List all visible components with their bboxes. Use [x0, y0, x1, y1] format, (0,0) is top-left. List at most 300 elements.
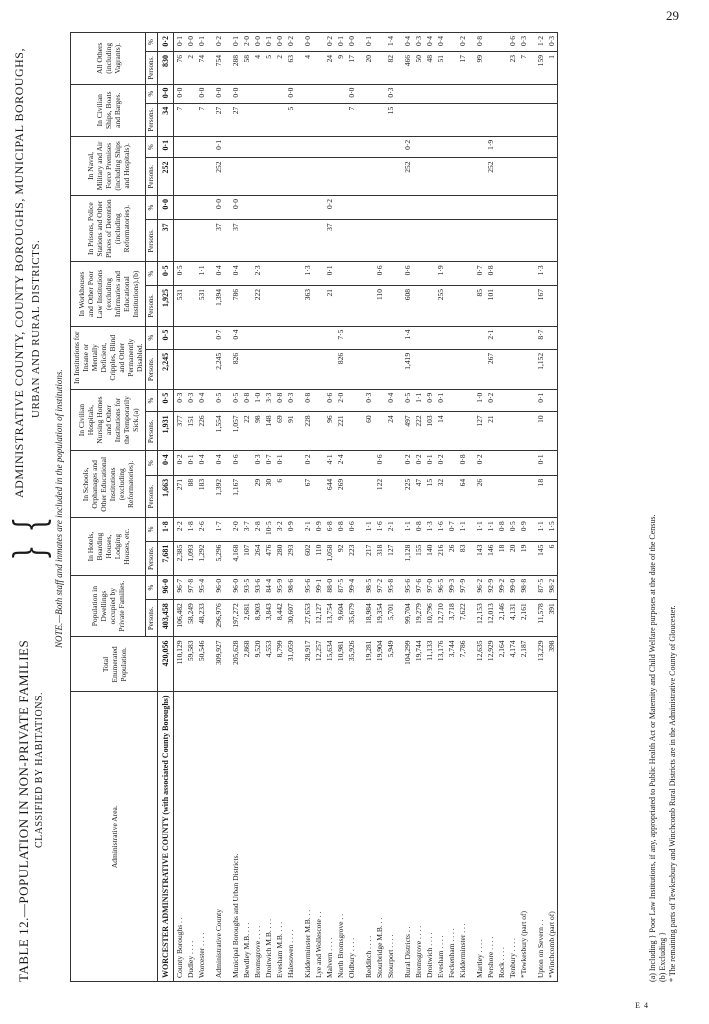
persons-cell: [546, 220, 558, 262]
percent-cell: [374, 33, 385, 52]
persons-cell: 167: [535, 285, 546, 326]
persons-cell: [252, 158, 263, 195]
table-row: [263, 33, 274, 982]
persons-cell: 30,607: [285, 600, 296, 637]
persons-cell: [507, 349, 518, 389]
percent-cell: 0·2: [474, 451, 485, 476]
persons-cell: 27: [213, 103, 224, 136]
persons-cell: 476: [263, 541, 274, 575]
persons-cell: 826: [335, 349, 346, 389]
table-row: [424, 33, 435, 982]
persons-cell: 18: [535, 475, 546, 517]
persons-cell: [457, 285, 468, 326]
percent-cell: 0·5: [507, 518, 518, 541]
persons-cell: 318: [374, 541, 385, 575]
percent-cell: [174, 136, 186, 158]
header-row: [71, 33, 146, 982]
table-row: [474, 33, 485, 982]
persons-cell: [302, 349, 313, 389]
persons-cell: 6: [274, 475, 285, 517]
table-row: [507, 33, 518, 982]
persons-cell: 221: [335, 412, 346, 451]
persons-cell: 1,663: [158, 475, 174, 517]
percent-cell: [363, 136, 374, 158]
percent-cell: [496, 33, 507, 52]
persons-cell: 12,710: [435, 600, 446, 637]
persons-cell: [413, 103, 424, 136]
persons-cell: 51: [435, 52, 446, 85]
persons-cell: [546, 103, 558, 136]
persons-cell: [363, 285, 374, 326]
percent-cell: 0·4: [196, 389, 207, 412]
persons-cell: 20: [363, 52, 374, 85]
total-cell: 12,257: [313, 637, 324, 692]
percent-cell: 0·2: [402, 451, 413, 476]
area-cell: Rock . . . .: [496, 692, 507, 982]
percent-cell: [474, 84, 485, 103]
percent-cell: 2·0: [230, 518, 241, 541]
persons-cell: 5: [263, 52, 274, 85]
persons-cell: 106,482: [174, 600, 186, 637]
percent-cell: 0·7: [213, 326, 224, 349]
percent-cell: [196, 326, 207, 349]
percent-cell: 1·3: [424, 518, 435, 541]
percent-cell: 0·2: [302, 451, 313, 476]
persons-cell: [518, 285, 529, 326]
area-cell: Municipal Boroughs and Urban Districts.: [230, 692, 241, 982]
percent-cell: 3·2: [274, 518, 285, 541]
persons-cell: 50: [413, 52, 424, 85]
persons-cell: [313, 475, 324, 517]
area-cell: Lye and Wollescote . .: [313, 692, 324, 982]
total-cell: 4,174: [507, 637, 518, 692]
percent-cell: [385, 326, 396, 349]
percent-cell: [285, 195, 296, 219]
persons-cell: 4: [302, 52, 313, 85]
header-ships: In Civilian Ships, Boats and Barges.: [71, 84, 146, 136]
persons-cell: 32: [435, 475, 446, 517]
persons-cell: [474, 158, 485, 195]
persons-cell: [196, 220, 207, 262]
total-cell: 3,744: [446, 637, 457, 692]
percent-cell: 96·5: [435, 575, 446, 599]
percent-cell: [313, 84, 324, 103]
percent-cell: 2·2: [174, 518, 186, 541]
persons-cell: 21: [485, 412, 496, 451]
table-row: [213, 33, 224, 982]
percent-cell: 97·9: [457, 575, 468, 599]
percent-cell: 0·0: [230, 195, 241, 219]
percent-cell: [313, 262, 324, 286]
persons-cell: [496, 412, 507, 451]
persons-cell: [385, 220, 396, 262]
persons-cell: [252, 103, 263, 136]
percent-cell: 0·6: [346, 518, 357, 541]
table-note: NOTE.—Both staff and inmates are included in the population of institutions.: [54, 369, 64, 648]
percent-cell: 0·3: [252, 451, 263, 476]
persons-cell: [457, 349, 468, 389]
percent-cell: [263, 326, 274, 349]
persons-cell: 8,442: [274, 600, 285, 637]
percent-cell: 84·4: [263, 575, 274, 599]
percent-cell: 92·9: [485, 575, 496, 599]
percent-cell: 95·9: [274, 575, 285, 599]
percent-cell: [424, 262, 435, 286]
percent-cell: 0·5: [230, 389, 241, 412]
percent-cell: [546, 451, 558, 476]
subheader-percent: %: [146, 389, 158, 412]
persons-cell: 4,168: [230, 541, 241, 575]
percent-cell: 0·6: [374, 451, 385, 476]
persons-cell: 18: [496, 541, 507, 575]
persons-cell: [346, 475, 357, 517]
persons-cell: 6: [546, 541, 558, 575]
subheader-persons: Persons.: [146, 412, 158, 451]
total-cell: 12,635: [474, 637, 485, 692]
table-row: [518, 33, 529, 982]
percent-cell: 0·2: [174, 451, 186, 476]
percent-cell: 1·8: [185, 518, 196, 541]
area-cell: Malvern . . . .: [324, 692, 335, 982]
persons-cell: 58: [241, 52, 252, 85]
persons-cell: [363, 158, 374, 195]
table-row: [374, 33, 385, 982]
persons-cell: 5: [285, 103, 296, 136]
table-row: [446, 33, 457, 982]
persons-cell: [446, 412, 457, 451]
area-cell: North Bromsgrove . .: [335, 692, 346, 982]
persons-cell: 223: [346, 541, 357, 575]
percent-cell: 0·0: [213, 195, 224, 219]
percent-cell: 0·0: [158, 84, 174, 103]
percent-cell: 0·8: [274, 389, 285, 412]
persons-cell: [485, 475, 496, 517]
persons-cell: 1,419: [402, 349, 413, 389]
percent-cell: 0·0: [252, 33, 263, 52]
area-cell: Stourport . . . .: [385, 692, 396, 982]
percent-cell: [424, 195, 435, 219]
persons-cell: [363, 103, 374, 136]
percent-cell: [546, 195, 558, 219]
persons-cell: [496, 158, 507, 195]
percent-cell: [496, 84, 507, 103]
persons-cell: 267: [485, 349, 496, 389]
percent-cell: 93·6: [252, 575, 263, 599]
percent-cell: [424, 84, 435, 103]
header-total: Total Enumerated Population.: [71, 637, 158, 692]
persons-cell: 1,093: [185, 541, 196, 575]
persons-cell: 222: [252, 285, 263, 326]
percent-cell: [518, 389, 529, 412]
table-row: [402, 33, 413, 982]
persons-cell: 29: [252, 475, 263, 517]
persons-cell: [446, 220, 457, 262]
persons-cell: 92: [335, 541, 346, 575]
total-cell: 398: [546, 637, 558, 692]
percent-cell: [413, 326, 424, 349]
persons-cell: [413, 285, 424, 326]
table-row: [496, 33, 507, 982]
persons-cell: 37: [213, 220, 224, 262]
persons-cell: 127: [474, 412, 485, 451]
persons-cell: [241, 285, 252, 326]
persons-cell: 24: [385, 412, 396, 451]
percent-cell: 1·7: [213, 518, 224, 541]
percent-cell: 0·2: [324, 195, 335, 219]
area-cell: WORCESTER ADMINISTRATIVE COUNTY (with associated County Boroughs): [158, 692, 174, 982]
table-row: [230, 33, 241, 982]
percent-cell: [374, 84, 385, 103]
percent-cell: 0·2: [285, 33, 296, 52]
percent-cell: [335, 84, 346, 103]
persons-cell: 145: [535, 541, 546, 575]
percent-cell: [446, 451, 457, 476]
percent-cell: 0·2: [485, 389, 496, 412]
percent-cell: [496, 136, 507, 158]
percent-cell: [285, 451, 296, 476]
table-row: [535, 33, 546, 982]
persons-cell: [241, 475, 252, 517]
table-row: [241, 33, 252, 982]
total-cell: 2,164: [496, 637, 507, 692]
percent-cell: 0·3: [174, 389, 186, 412]
persons-cell: 1,057: [230, 412, 241, 451]
percent-cell: [413, 195, 424, 219]
persons-cell: [507, 220, 518, 262]
persons-cell: 37: [230, 220, 241, 262]
persons-cell: 296,976: [213, 600, 224, 637]
persons-cell: 363: [302, 285, 313, 326]
persons-cell: [346, 158, 357, 195]
percent-cell: [346, 326, 357, 349]
percent-cell: [457, 84, 468, 103]
persons-cell: 64: [457, 475, 468, 517]
percent-cell: [496, 389, 507, 412]
persons-cell: [424, 349, 435, 389]
percent-cell: 88·0: [324, 575, 335, 599]
persons-cell: [474, 220, 485, 262]
percent-cell: 0·6: [230, 451, 241, 476]
percent-cell: [485, 84, 496, 103]
total-cell: 13,229: [535, 637, 546, 692]
persons-cell: [285, 349, 296, 389]
percent-cell: [518, 195, 529, 219]
persons-cell: [424, 103, 435, 136]
percent-cell: [457, 195, 468, 219]
table-row: [185, 33, 196, 982]
persons-cell: 24: [324, 52, 335, 85]
persons-cell: [374, 158, 385, 195]
persons-cell: 7,681: [158, 541, 174, 575]
percent-cell: [507, 136, 518, 158]
percent-cell: 1·1: [402, 518, 413, 541]
persons-cell: 88: [185, 475, 196, 517]
persons-cell: [196, 349, 207, 389]
persons-cell: 466: [402, 52, 413, 85]
percent-cell: 96·0: [158, 575, 174, 599]
footnote: (b) Excluding }: [658, 931, 667, 982]
percent-cell: 0·4: [213, 451, 224, 476]
persons-cell: [374, 412, 385, 451]
area-cell: Pershore . . . .: [485, 692, 496, 982]
percent-cell: 2·0: [335, 389, 346, 412]
persons-cell: [274, 349, 285, 389]
percent-cell: [457, 262, 468, 286]
persons-cell: 15: [385, 103, 396, 136]
persons-cell: 5,296: [213, 541, 224, 575]
persons-cell: 19: [518, 541, 529, 575]
persons-cell: [457, 103, 468, 136]
total-cell: 50,546: [196, 637, 207, 692]
percent-cell: 0·6: [324, 389, 335, 412]
percent-cell: [413, 136, 424, 158]
persons-cell: 252: [485, 158, 496, 195]
percent-cell: 2·1: [485, 326, 496, 349]
area-cell: *Winchcomb (part of): [546, 692, 558, 982]
persons-cell: 99,704: [402, 600, 413, 637]
persons-cell: [518, 475, 529, 517]
percent-cell: [535, 136, 546, 158]
percent-cell: [324, 326, 335, 349]
percent-cell: [274, 262, 285, 286]
persons-cell: 34: [158, 103, 174, 136]
percent-cell: 0·7: [446, 518, 457, 541]
persons-cell: [313, 285, 324, 326]
persons-cell: 497: [402, 412, 413, 451]
percent-cell: [518, 84, 529, 103]
persons-cell: [446, 475, 457, 517]
subheader-persons: Persons.: [146, 158, 158, 195]
percent-cell: [346, 262, 357, 286]
persons-cell: [274, 158, 285, 195]
percent-cell: 1·3: [302, 262, 313, 286]
persons-cell: 2,385: [174, 541, 186, 575]
persons-cell: 110: [374, 285, 385, 326]
persons-cell: 22: [241, 412, 252, 451]
percent-cell: [313, 326, 324, 349]
persons-cell: [346, 220, 357, 262]
persons-cell: 7: [518, 52, 529, 85]
persons-cell: 225: [402, 475, 413, 517]
persons-cell: [185, 220, 196, 262]
persons-cell: [263, 103, 274, 136]
area-cell: Halesowen . . . .: [285, 692, 296, 982]
persons-cell: [402, 220, 413, 262]
area-cell: Bromsgrove . . . .: [413, 692, 424, 982]
persons-cell: [324, 103, 335, 136]
area-cell: Droitwich M.B. . . .: [263, 692, 274, 982]
persons-cell: 26: [474, 475, 485, 517]
persons-cell: 754: [213, 52, 224, 85]
persons-cell: [435, 349, 446, 389]
header-dwellings: Population in Dwellings occupied by Private Families.: [71, 575, 146, 637]
persons-cell: [507, 285, 518, 326]
persons-cell: [424, 158, 435, 195]
persons-cell: 228: [302, 412, 313, 451]
percent-cell: 0·2: [413, 451, 424, 476]
persons-cell: 10,796: [424, 600, 435, 637]
area-cell: Stourbridge M.B. . .: [374, 692, 385, 982]
persons-cell: 26: [446, 541, 457, 575]
percent-cell: [252, 84, 263, 103]
area-cell: *Tewkesbury (part of): [518, 692, 529, 982]
percent-cell: [435, 84, 446, 103]
total-cell: 420,056: [158, 637, 174, 692]
persons-cell: 4,131: [507, 600, 518, 637]
persons-cell: 155: [413, 541, 424, 575]
subheader-percent: %: [146, 518, 158, 541]
percent-cell: [474, 195, 485, 219]
percent-cell: 0·0: [185, 33, 196, 52]
percent-cell: 93·5: [241, 575, 252, 599]
total-cell: 104,299: [402, 637, 413, 692]
area-cell: Tenbury . . . .: [507, 692, 518, 982]
percent-cell: 97·6: [413, 575, 424, 599]
persons-cell: 3,843: [263, 600, 274, 637]
percent-cell: 98·5: [363, 575, 374, 599]
percent-cell: [546, 389, 558, 412]
persons-cell: [335, 220, 346, 262]
persons-cell: [241, 158, 252, 195]
persons-cell: [313, 52, 324, 85]
persons-cell: [230, 158, 241, 195]
persons-cell: 12,013: [485, 600, 496, 637]
percent-cell: 0·4: [230, 262, 241, 286]
persons-cell: [263, 349, 274, 389]
percent-cell: [241, 136, 252, 158]
percent-cell: 0·1: [174, 33, 186, 52]
percent-cell: [374, 195, 385, 219]
persons-cell: 17: [457, 52, 468, 85]
percent-cell: [457, 136, 468, 158]
header-others: All Others (including Vagrants).: [71, 33, 146, 85]
persons-cell: 2,146: [496, 600, 507, 637]
percent-cell: [346, 451, 357, 476]
percent-cell: [446, 84, 457, 103]
persons-cell: 37: [324, 220, 335, 262]
total-cell: 59,583: [185, 637, 196, 692]
percent-cell: [435, 195, 446, 219]
subheader-percent: %: [146, 84, 158, 103]
table-row: [302, 33, 313, 982]
persons-cell: 15: [424, 475, 435, 517]
percent-cell: 0·5: [158, 389, 174, 412]
percent-cell: [346, 195, 357, 219]
persons-cell: [174, 220, 186, 262]
percent-cell: 1·6: [374, 518, 385, 541]
persons-cell: 271: [174, 475, 186, 517]
persons-cell: [402, 103, 413, 136]
percent-cell: 0·8: [335, 518, 346, 541]
area-cell: Rural Districts . .: [402, 692, 413, 982]
persons-cell: 252: [213, 158, 224, 195]
area-cell: County Boroughs . .: [174, 692, 186, 982]
percent-cell: [474, 136, 485, 158]
persons-cell: 1,394: [213, 285, 224, 326]
area-cell: Worcester . . . .: [196, 692, 207, 982]
persons-cell: [474, 349, 485, 389]
persons-cell: 143: [474, 541, 485, 575]
persons-cell: 47: [413, 475, 424, 517]
percent-cell: 0·8: [457, 451, 468, 476]
persons-cell: 255: [435, 285, 446, 326]
persons-cell: [496, 475, 507, 517]
persons-cell: [302, 158, 313, 195]
persons-cell: [363, 220, 374, 262]
persons-cell: [507, 158, 518, 195]
percent-cell: [302, 326, 313, 349]
percent-cell: 0·9: [424, 389, 435, 412]
